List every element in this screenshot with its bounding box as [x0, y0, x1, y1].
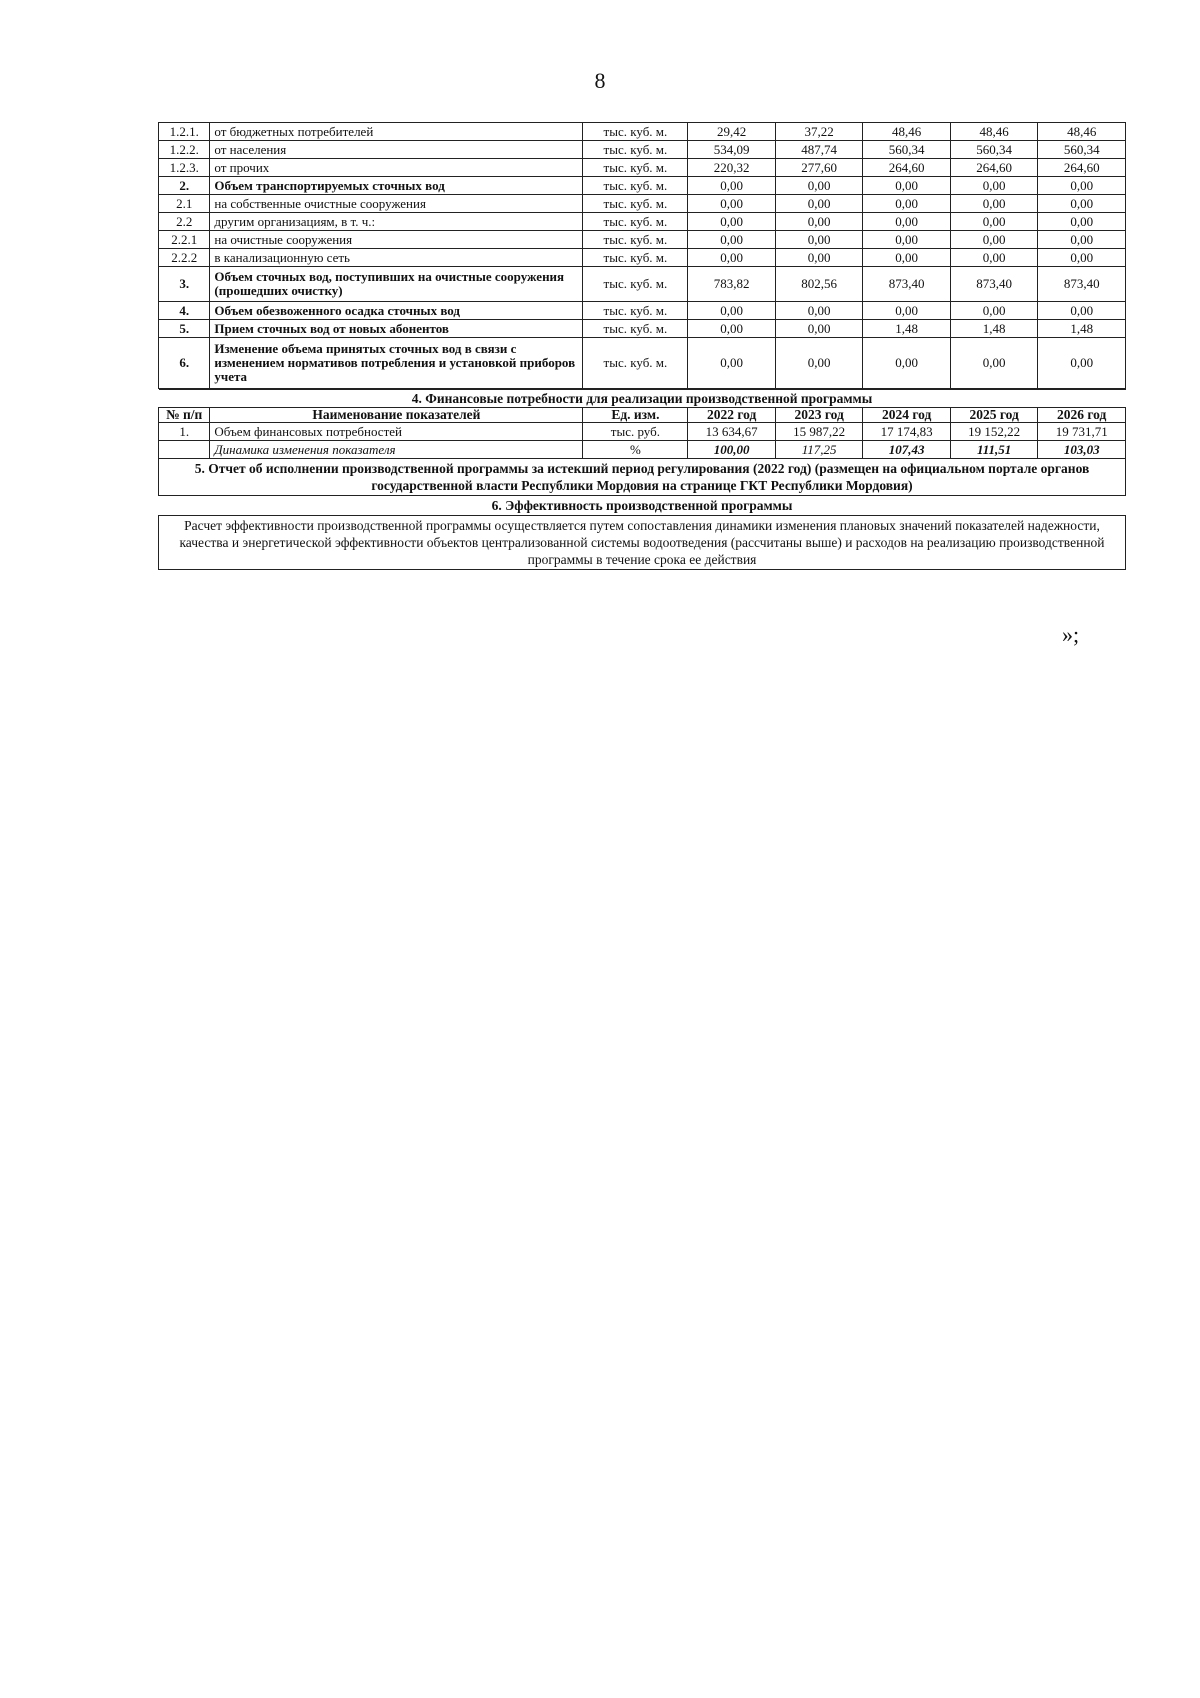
closing-quote: »;	[1062, 622, 1080, 647]
value-cell: 264,60	[950, 159, 1038, 177]
value-cell: 100,00	[688, 441, 776, 459]
value-cell: 802,56	[775, 267, 863, 302]
value-cell: 0,00	[775, 213, 863, 231]
page-number: 8	[594, 68, 606, 93]
value-cell: 0,00	[1038, 338, 1126, 389]
row-num: 2.	[159, 177, 210, 195]
row-num: 6.	[159, 338, 210, 389]
value-cell: 0,00	[1038, 213, 1126, 231]
section4-title: 4. Финансовые потребности для реализации производственной программы	[159, 390, 1126, 408]
value-cell: 873,40	[950, 267, 1038, 302]
row-unit: тыс. куб. м.	[583, 320, 688, 338]
value-cell: 534,09	[688, 141, 776, 159]
row-name: на очистные сооружения	[210, 231, 583, 249]
table-row	[159, 213, 1126, 231]
value-cell: 0,00	[775, 338, 863, 389]
value-cell: 0,00	[775, 249, 863, 267]
value-cell: 0,00	[1038, 302, 1126, 320]
value-cell: 1,48	[1038, 320, 1126, 338]
row-name: другим организациям, в т. ч.:	[210, 213, 583, 231]
value-cell: 0,00	[863, 231, 951, 249]
row-name: от прочих	[210, 159, 583, 177]
row-unit: тыс. куб. м.	[583, 231, 688, 249]
table-row	[159, 195, 1126, 213]
row-unit: тыс. куб. м.	[583, 213, 688, 231]
row-unit: тыс. куб. м.	[583, 159, 688, 177]
table-row	[159, 320, 1126, 338]
value-cell: 560,34	[863, 141, 951, 159]
value-cell: 873,40	[1038, 267, 1126, 302]
header-num: № п/п	[159, 408, 210, 423]
row-name: Объем обезвоженного осадка сточных вод	[210, 302, 583, 320]
row-num: 1.	[159, 423, 210, 441]
value-cell: 0,00	[950, 302, 1038, 320]
value-cell: 0,00	[688, 195, 776, 213]
table-row	[159, 338, 1126, 389]
row-unit: тыс. куб. м.	[583, 302, 688, 320]
value-cell: 0,00	[950, 231, 1038, 249]
table-row	[159, 267, 1126, 302]
value-cell: 107,43	[863, 441, 951, 459]
value-cell: 277,60	[775, 159, 863, 177]
value-cell: 0,00	[775, 302, 863, 320]
header-2024: 2024 год	[863, 408, 951, 423]
value-cell: 0,00	[775, 177, 863, 195]
table-row	[159, 123, 1126, 141]
value-cell: 0,00	[775, 320, 863, 338]
table-row	[159, 249, 1126, 267]
table-row	[159, 159, 1126, 177]
value-cell: 0,00	[863, 249, 951, 267]
row-num: 1.2.1.	[159, 123, 210, 141]
row-name: на собственные очистные сооружения	[210, 195, 583, 213]
row-unit: тыс. куб. м.	[583, 141, 688, 159]
value-cell: 0,00	[950, 338, 1038, 389]
value-cell: 560,34	[1038, 141, 1126, 159]
value-cell: 0,00	[1038, 177, 1126, 195]
table-row	[159, 302, 1126, 320]
value-cell: 15 987,22	[775, 423, 863, 441]
value-cell: 0,00	[775, 195, 863, 213]
row-name: Динамика изменения показателя	[210, 441, 583, 459]
value-cell: 0,00	[1038, 231, 1126, 249]
value-cell: 1,48	[863, 320, 951, 338]
value-cell: 48,46	[863, 123, 951, 141]
section6-title: 6. Эффективность производственной программы	[491, 498, 793, 513]
row-name: Объем транспортируемых сточных вод	[210, 177, 583, 195]
row-unit: тыс. куб. м.	[583, 267, 688, 302]
header-name: Наименование показателей	[210, 408, 583, 423]
row-num: 2.2.1	[159, 231, 210, 249]
table-row	[159, 177, 1126, 195]
value-cell: 783,82	[688, 267, 776, 302]
value-cell: 0,00	[688, 338, 776, 389]
row-num: 1.2.2.	[159, 141, 210, 159]
row-unit: тыс. руб.	[583, 423, 688, 441]
value-cell: 0,00	[1038, 195, 1126, 213]
row-num: 2.2.2	[159, 249, 210, 267]
value-cell: 0,00	[863, 213, 951, 231]
header-2022: 2022 год	[688, 408, 776, 423]
header-2026: 2026 год	[1038, 408, 1126, 423]
row-num: 5.	[159, 320, 210, 338]
value-cell: 0,00	[950, 177, 1038, 195]
value-cell: 487,74	[775, 141, 863, 159]
row-unit: %	[583, 441, 688, 459]
table-row	[159, 231, 1126, 249]
value-cell: 264,60	[863, 159, 951, 177]
table-row	[159, 423, 1126, 441]
header-2025: 2025 год	[950, 408, 1038, 423]
row-name: Изменение объема принятых сточных вод в связи с изменением нормативов потребления и установкой приборов учета	[210, 338, 583, 389]
value-cell: 17 174,83	[863, 423, 951, 441]
table-row	[159, 141, 1126, 159]
indicators-table	[158, 122, 1126, 389]
document-sheet	[158, 122, 1126, 570]
value-cell: 19 152,22	[950, 423, 1038, 441]
value-cell: 0,00	[688, 177, 776, 195]
row-name: от населения	[210, 141, 583, 159]
value-cell: 0,00	[863, 338, 951, 389]
header-unit: Ед. изм.	[583, 408, 688, 423]
row-unit: тыс. куб. м.	[583, 123, 688, 141]
value-cell: 0,00	[775, 231, 863, 249]
value-cell: 0,00	[688, 231, 776, 249]
row-num: 2.2	[159, 213, 210, 231]
value-cell: 0,00	[863, 195, 951, 213]
value-cell: 0,00	[1038, 249, 1126, 267]
row-name: Объем сточных вод, поступивших на очистные сооружения (прошедших очистку)	[210, 267, 583, 302]
value-cell: 0,00	[950, 195, 1038, 213]
row-unit: тыс. куб. м.	[583, 338, 688, 389]
value-cell: 19 731,71	[1038, 423, 1126, 441]
value-cell: 29,42	[688, 123, 776, 141]
value-cell: 1,48	[950, 320, 1038, 338]
row-unit: тыс. куб. м.	[583, 177, 688, 195]
value-cell: 111,51	[950, 441, 1038, 459]
row-num: 2.1	[159, 195, 210, 213]
row-num: 4.	[159, 302, 210, 320]
section5-report: 5. Отчет об исполнении производственной программы за истекший период регулирования (2022 год) (размещен на официальном портале органов государственной власти Республики Мордовия на странице ГКТ Республики Мордовия)	[158, 459, 1126, 496]
value-cell: 0,00	[688, 320, 776, 338]
financial-needs-table	[158, 389, 1126, 459]
section6-text: Расчет эффективности производственной программы осуществляется путем сопоставления динамики изменения плановых значений показателей надежности, качества и энергетической эффективности объектов централизованной системы водоотведения (рассчитаны выше) и расходов на реализацию производственной программы в течение срока ее действия	[158, 515, 1126, 570]
table-row	[159, 441, 1126, 459]
value-cell: 48,46	[1038, 123, 1126, 141]
value-cell: 0,00	[688, 249, 776, 267]
value-cell: 0,00	[688, 213, 776, 231]
row-num: 1.2.3.	[159, 159, 210, 177]
value-cell: 220,32	[688, 159, 776, 177]
row-num	[159, 441, 210, 459]
value-cell: 13 634,67	[688, 423, 776, 441]
value-cell: 0,00	[950, 249, 1038, 267]
row-unit: тыс. куб. м.	[583, 195, 688, 213]
value-cell: 873,40	[863, 267, 951, 302]
row-name: Объем финансовых потребностей	[210, 423, 583, 441]
row-unit: тыс. куб. м.	[583, 249, 688, 267]
value-cell: 103,03	[1038, 441, 1126, 459]
value-cell: 48,46	[950, 123, 1038, 141]
row-num: 3.	[159, 267, 210, 302]
header-2023: 2023 год	[775, 408, 863, 423]
row-name: в канализационную сеть	[210, 249, 583, 267]
value-cell: 0,00	[863, 302, 951, 320]
value-cell: 117,25	[775, 441, 863, 459]
value-cell: 37,22	[775, 123, 863, 141]
value-cell: 0,00	[950, 213, 1038, 231]
value-cell: 560,34	[950, 141, 1038, 159]
value-cell: 0,00	[688, 302, 776, 320]
row-name: Прием сточных вод от новых абонентов	[210, 320, 583, 338]
value-cell: 0,00	[863, 177, 951, 195]
row-name: от бюджетных потребителей	[210, 123, 583, 141]
value-cell: 264,60	[1038, 159, 1126, 177]
